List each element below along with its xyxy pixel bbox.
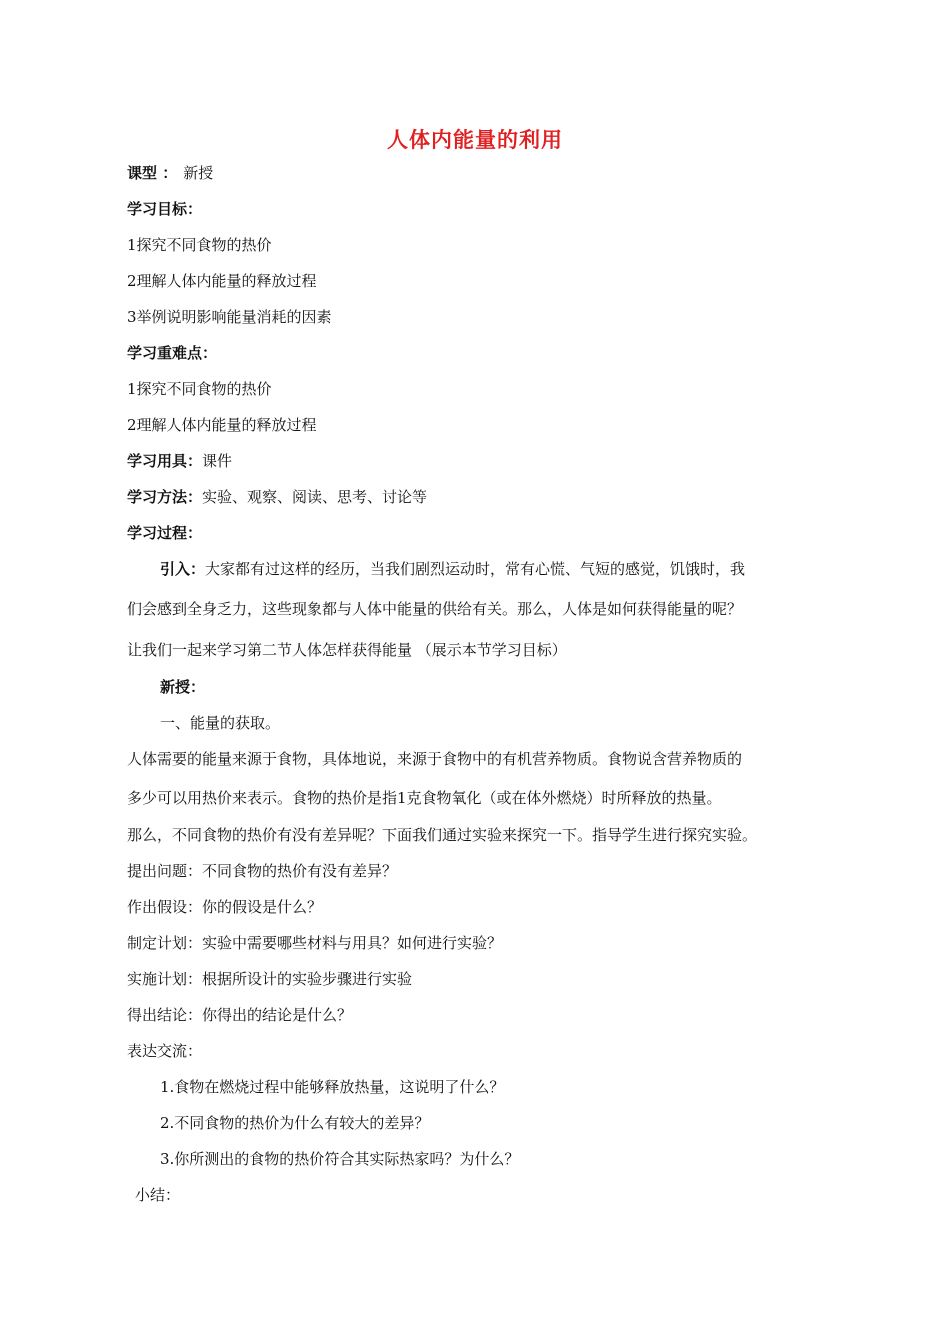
lesson-type-sep: ： bbox=[157, 164, 178, 182]
section-paragraph: 多少可以用热价来表示。食物的热价是指1克食物氧化（或在体外燃烧）时所释放的热量。 bbox=[127, 789, 722, 807]
discussion-question: 2.不同食物的热价为什么有较大的差异？ bbox=[160, 1114, 430, 1132]
inquiry-step: 实施计划：根据所设计的实验步骤进行实验 bbox=[127, 970, 413, 988]
objective-item: 2理解人体内能量的释放过程 bbox=[127, 272, 317, 290]
lesson-type-line bbox=[127, 163, 213, 183]
methods-line bbox=[127, 487, 427, 507]
discussion-question: 1.食物在燃烧过程中能够释放热量，这说明了什么？ bbox=[160, 1078, 505, 1096]
objective-item: 1探究不同食物的热价 bbox=[127, 236, 272, 254]
key-point-item: 2理解人体内能量的释放过程 bbox=[127, 416, 317, 434]
section-paragraph: 人体需要的能量来源于食物，具体地说，来源于食物中的有机营养物质。食物说含营养物质的 bbox=[127, 750, 743, 768]
intro-line-1 bbox=[160, 559, 745, 579]
methods-value: 实验、观察、阅读、思考、讨论等 bbox=[202, 488, 428, 506]
section-title: 一、能量的获取。 bbox=[160, 714, 281, 732]
intro-text-1: 大家都有过这样的经历，当我们剧烈运动时，常有心慌、气短的感觉，饥饿时，我 bbox=[205, 560, 746, 578]
lesson-type-label: 课型 bbox=[127, 164, 158, 182]
intro-line-2: 们会感到全身乏力，这些现象都与人体中能量的供给有关。那么，人体是如何获得能量的呢？ bbox=[127, 600, 743, 618]
inquiry-step: 提出问题：不同食物的热价有没有差异？ bbox=[127, 862, 398, 880]
inquiry-step: 得出结论：你得出的结论是什么？ bbox=[127, 1006, 353, 1024]
objective-item: 3举例说明影响能量消耗的因素 bbox=[127, 308, 332, 326]
tools-value: 课件 bbox=[202, 452, 233, 470]
inquiry-step: 制定计划：实验中需要哪些材料与用具？如何进行实验？ bbox=[127, 934, 503, 952]
key-points-heading: 学习重难点： bbox=[127, 344, 218, 362]
tools-label: 学习用具： bbox=[127, 452, 203, 470]
lesson-type-value: 新授 bbox=[183, 164, 214, 182]
inquiry-step: 表达交流： bbox=[127, 1042, 203, 1060]
intro-line-3: 让我们一起来学习第二节人体怎样获得能量 （展示本节学习目标） bbox=[127, 641, 567, 659]
section-paragraph: 那么，不同食物的热价有没有差异呢？下面我们通过实验来探究一下。指导学生进行探究实验。 bbox=[127, 826, 758, 844]
new-lesson-heading: 新授： bbox=[160, 678, 206, 696]
key-point-item: 1探究不同食物的热价 bbox=[127, 380, 272, 398]
discussion-question: 3.你所测出的食物的热价符合其实际热家吗？为什么？ bbox=[160, 1150, 520, 1168]
process-heading: 学习过程： bbox=[127, 524, 203, 542]
intro-label: 引入： bbox=[160, 560, 206, 578]
methods-label: 学习方法： bbox=[127, 488, 203, 506]
inquiry-step: 作出假设：你的假设是什么？ bbox=[127, 898, 323, 916]
objectives-heading: 学习目标： bbox=[127, 200, 203, 218]
page-title: 人体内能量的利用 bbox=[387, 128, 563, 152]
tools-line bbox=[127, 451, 232, 471]
summary-heading: 小结： bbox=[135, 1186, 181, 1204]
